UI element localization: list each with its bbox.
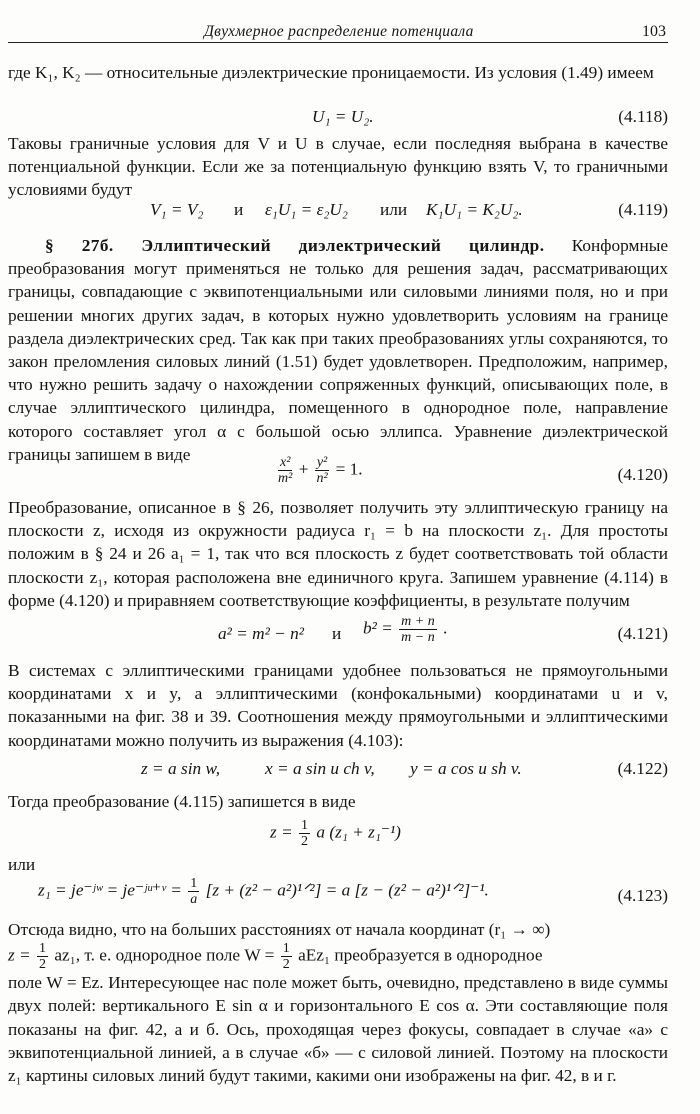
paragraph-6: или bbox=[8, 855, 36, 874]
equation-rhs: [z + (z² − a²)¹ᐟ²] = a [z − (z² − a²)¹ᐟ²]⁻¹. bbox=[205, 880, 489, 900]
section-heading: § 27б. Эллиптический диэлектрический цилиндр. bbox=[45, 236, 545, 255]
equation-number: (4.121) bbox=[617, 624, 668, 643]
equation-formula: U₁ = U₂. bbox=[312, 107, 374, 126]
fraction-denominator: n² bbox=[316, 471, 328, 486]
equation-number: (4.119) bbox=[618, 200, 668, 219]
equation-part-2 bbox=[363, 614, 447, 645]
equation-4-121 bbox=[8, 614, 668, 652]
equation-unnumbered bbox=[8, 818, 668, 856]
equation-4-123 bbox=[8, 876, 668, 914]
fraction-denominator: 2 bbox=[301, 834, 309, 849]
equation-conjunction-1: и bbox=[234, 200, 244, 219]
equation-number: (4.122) bbox=[617, 759, 668, 778]
fraction-x bbox=[278, 455, 292, 486]
equation-part-3: K₁U₁ = K₂U₂. bbox=[426, 200, 523, 219]
text-run: aEz₁ преобразуется в однородное bbox=[298, 945, 543, 965]
equation-rhs: = 1. bbox=[335, 459, 363, 479]
fraction-denominator: m² bbox=[278, 471, 293, 486]
paragraph-3: Преобразование, описанное в § 26, позволяет получить эту эллиптическую границу на плоскости z, исходя из окружности радиуса r₁ = b на плоскости z₁. Для простоты положим в § 24 и 26 a₁ = 1, так что вся плоскость z будет соответствовать той области плоскости z₁, которая расположена вне единичного круга. Запишем уравнение (4.114) в форме (4.120) и приравняем соответствующие коэффициенты, в результате получим bbox=[8, 498, 668, 610]
equation-number: (4.118) bbox=[618, 107, 668, 126]
equation-body bbox=[38, 876, 489, 907]
fraction bbox=[37, 941, 48, 972]
equation-part-2: ε₁U₁ = ε₂U₂ bbox=[265, 200, 348, 219]
equation-lhs: z = bbox=[270, 822, 293, 842]
fraction-numerator: 1 bbox=[190, 876, 198, 891]
equation-part-2: x = a sin u ch v, bbox=[265, 759, 375, 778]
plus-sign: + bbox=[298, 459, 309, 479]
fraction-numerator: 1 bbox=[39, 941, 47, 957]
fraction-numerator: y² bbox=[316, 455, 328, 470]
fraction-denominator: 2 bbox=[39, 957, 47, 973]
equation-part-1: z = a sin w, bbox=[141, 759, 221, 778]
equation-tail: . bbox=[443, 618, 448, 638]
equation-conjunction: и bbox=[332, 624, 342, 643]
section-text: Конформные преобразования могут применяться не только для решения задач, рассматривающих границы, совпадающие с эквипотенциальными или силовыми линиями поля, но и при решении многих других задач, в которых нужно удовлетворить условиям на границе раздела диэлектрических сред. Так как при таких преобразованиях углы сохраняются, то закон преломления силовых линий (1.51) будет удовлетворен. Предположим, например, что нужно решить задачу о нахождении сопряженных функций, описывающих поле, в случае эллиптического цилиндра, помещенного в однородное поле, направление которого составляет угол α с большой осью эллипса. Уравнение диэлектрической границы запишем в виде bbox=[8, 236, 668, 464]
equation-rhs: a (z₁ + z₁⁻¹) bbox=[316, 822, 401, 842]
fraction bbox=[299, 818, 310, 849]
equation-body bbox=[270, 818, 401, 849]
fraction bbox=[399, 614, 437, 645]
equation-number: (4.123) bbox=[617, 886, 668, 905]
paragraph-2: Таковы граничные условия для V и U в случае, если последняя выбрана в качестве потенциальной функции. Если же за потенциальную функцию взять V, то граничными условиями будут bbox=[8, 134, 668, 200]
equation-part-1: a² = m² − n² bbox=[218, 624, 304, 643]
fraction-numerator: m + n bbox=[401, 614, 435, 629]
fraction bbox=[281, 941, 292, 972]
equation-body bbox=[276, 455, 363, 486]
equation-lhs: b² = bbox=[363, 618, 393, 638]
paragraph-7-rest: поле W = Ez. Интересующее нас поле может быть, очевидно, представлено в виде суммы двух полей: вертикального E sin α и горизонтального E cos α. Эти составляющие поля показаны на фиг. 42, а и б. Ось, проходящая через фокусы, совпадает в случае «а» с эквипотенциальной линией, а в случае «б» — с силовой линией. Поэтому на плоскости z₁ картины силовых линий будут такими, какими они изображены на фиг. 42, в и г. bbox=[8, 973, 668, 1086]
equation-number: (4.120) bbox=[617, 465, 668, 484]
fraction bbox=[188, 876, 199, 907]
paragraph-7-line-1: Отсюда видно, что на больших расстояниях от начала координат (r₁ → ∞) bbox=[8, 920, 551, 939]
fraction-numerator: x² bbox=[280, 455, 291, 470]
text-run: az₁, т. е. однородное поле W = bbox=[54, 945, 275, 965]
fraction-denominator: a bbox=[190, 892, 198, 907]
running-header bbox=[8, 20, 668, 43]
fraction-denominator: 2 bbox=[282, 957, 290, 973]
paragraph-5: Тогда преобразование (4.115) запишется в виде bbox=[8, 792, 356, 811]
running-title: Двухмерное распределение потенциала bbox=[204, 23, 474, 40]
paragraph-7-line-2 bbox=[8, 941, 668, 971]
page-number: 103 bbox=[642, 23, 666, 40]
equation-part-1: V₁ = V₂ bbox=[150, 200, 204, 219]
equation-conjunction-2: или bbox=[380, 200, 408, 219]
fraction-y bbox=[315, 455, 329, 486]
section-27b bbox=[8, 234, 668, 466]
equation-lhs: z₁ = je⁻ʲʷ = je⁻ʲᵘ⁺ᵛ = bbox=[38, 880, 182, 900]
equation-part-3: y = a cos u sh v. bbox=[410, 759, 522, 778]
fraction-denominator: m − n bbox=[401, 630, 435, 645]
fraction-numerator: 1 bbox=[282, 941, 290, 957]
paragraph-1: где K₁, K₂ — относительные диэлектрические проницаемости. Из условия (1.49) имеем bbox=[8, 63, 654, 82]
equation-4-120 bbox=[8, 455, 668, 493]
paragraph-4: В системах с эллиптическими границами удобнее пользоваться не прямоугольными координатами x и y, а эллиптическими (конфокальными) координатами u и v, показанными на фиг. 38 и 39. Соотношения между прямоугольными и эллиптическими координатами можно получить из выражения (4.103): bbox=[8, 661, 668, 750]
text-run: z = bbox=[8, 945, 31, 965]
paragraph-7 bbox=[8, 918, 668, 1087]
fraction-numerator: 1 bbox=[301, 818, 309, 833]
